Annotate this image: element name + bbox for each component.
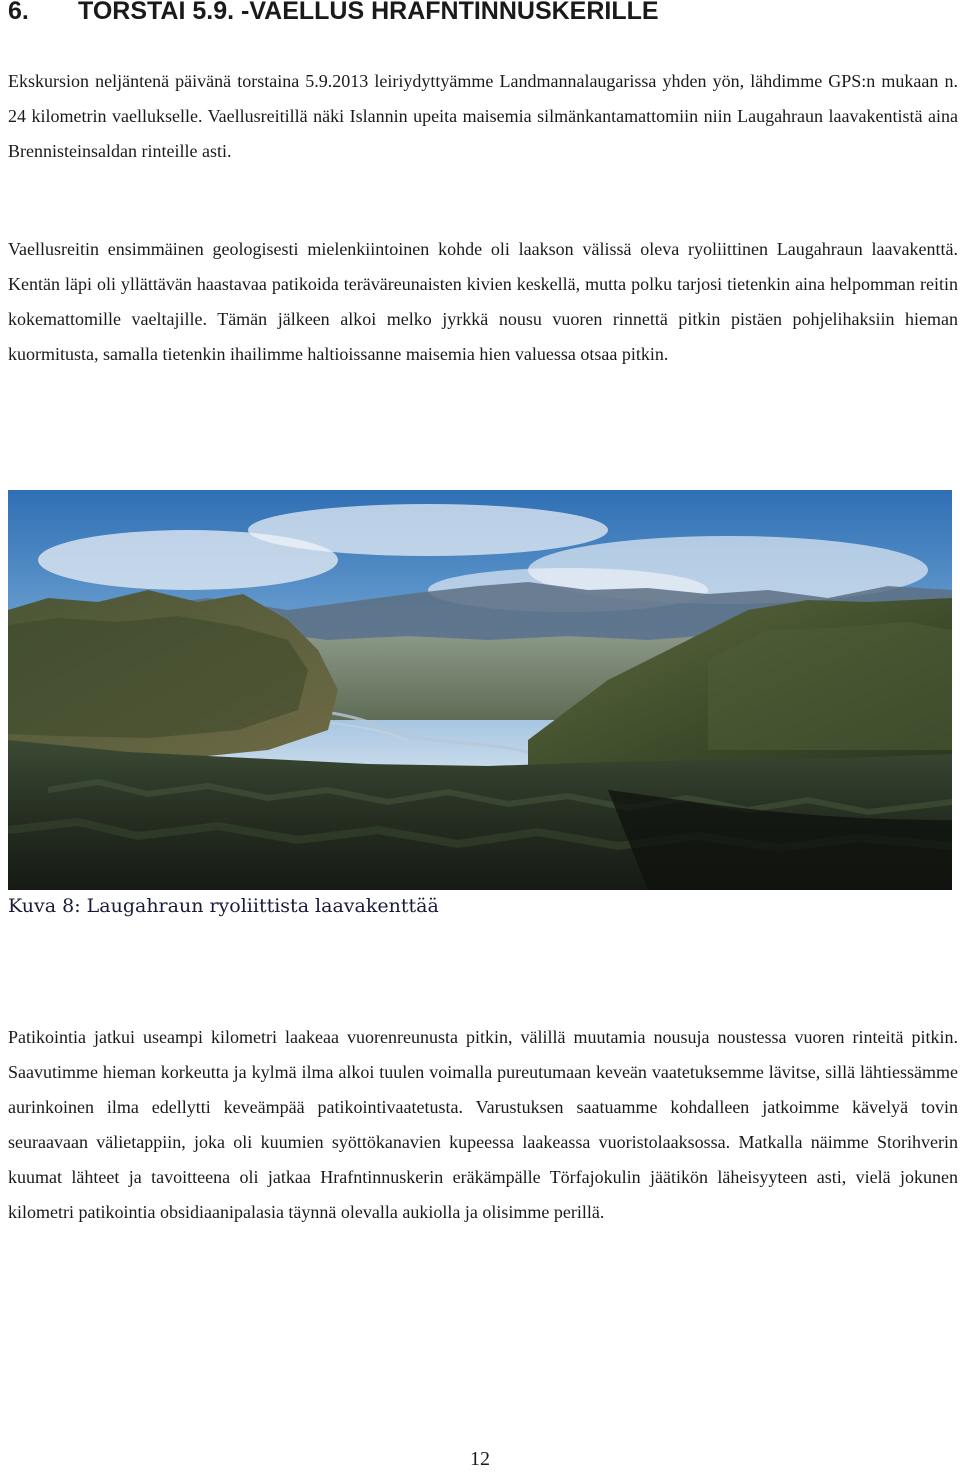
section-number: 6. [8,0,29,25]
figure-caption: Kuva 8: Laugahraun ryoliittista laavakenttää [8,895,439,917]
section-heading [8,0,659,28]
landscape-photo [8,490,952,890]
paragraph-intro: Ekskursion neljäntenä päivänä torstaina 5.9.2013 leiriydyttyämme Landmannalaugarissa yhden yön, lähdimme GPS:n mukaan n. 24 kilometrin vaellukselle. Vaellusreitillä näki Islannin upeita maisemia silmänkantamattomiin niin Laugahraun laavakentistä aina Brennisteinsaldan rinteille asti. [8,71,958,161]
page-number: 12 [470,1448,490,1470]
paragraph-lava-field: Vaellusreitin ensimmäinen geologisesti mielenkiintoinen kohde oli laakson välissä oleva ryoliittinen Laugahraun laavakenttä. Kentän läpi oli yllättävän haastavaa patikoida teräväreunaisten kivien keskellä, mutta polku tarjosi tietenkin aina helpomman reitin kokemattomille vaeltajille. Tämän jälkeen alkoi melko jyrkkä nousu vuoren rinnettä pitkin pistäen pohjelihaksiin hieman kuormitusta, samalla tietenkin ihailimme haltioissanne maisemia hien valuessa otsaa pitkin. [8,239,958,364]
section-title: TORSTAI 5.9. -VAELLUS HRAFNTINNUSKERILLE [78,0,659,25]
paragraph-hike-continues: Patikointia jatkui useampi kilometri laakeaa vuorenreunusta pitkin, välillä muutamia nousuja noustessa vuoren rinteitä pitkin. Saavutimme hieman korkeutta ja kylmä ilma alkoi tuulen voimalla pureutumaan keveän vaatetuksemme lävitse, sillä lähtiessämme aurinkoinen ilma edellytti keveämpää patikointivaatetusta. Varustuksen saatuamme kohdalleen jatkoimme kävelyä tovin seuraavaan välietappiin, joka oli kuumien syöttökanavien kupeessa laakeassa vuoristolaaksossa. Matkalla näimme Storihverin kuumat lähteet ja tavoitteena oli jatkaa Hrafntinnuskerin eräkämpälle Törfajokulin jäätikön läheisyyteen asti, vielä jokunen kilometri patikointia obsidiaanipalasia täynnä olevalla aukiolla ja olisimme perillä. [8,1027,958,1222]
